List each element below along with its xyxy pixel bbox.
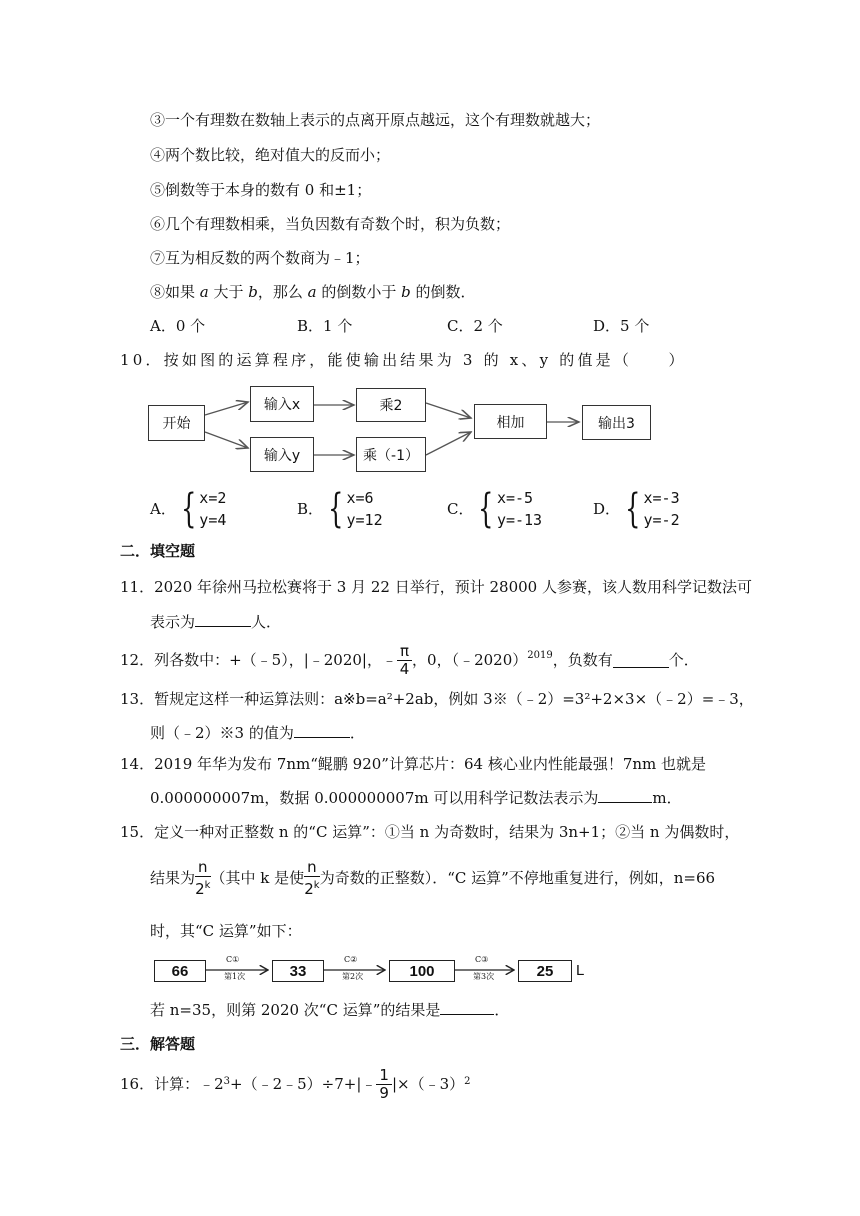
section-solve-heading: 三．解答题 bbox=[120, 1035, 196, 1053]
q14-answer-blank[interactable] bbox=[598, 788, 652, 803]
section-fill-in-heading: 二．填空题 bbox=[120, 542, 196, 560]
arrow-1-label-bottom: 第1次 bbox=[224, 972, 246, 981]
q11-line-1: 11．2020 年徐州马拉松赛将于 3 月 22 日举行，预计 28000 人参赛，该人数用科学记数法可 bbox=[120, 578, 752, 596]
chain-box-100: 100 bbox=[389, 960, 455, 982]
q15-fraction-n-over-2k: $\frac{n}{2^k}$ bbox=[195, 857, 211, 898]
flow-input-x: 输入x bbox=[250, 386, 314, 422]
q15-line-4: 若 n=35，则第 2020 次“C 运算”的结果是 ． bbox=[150, 1001, 510, 1019]
q9-option-d[interactable]: D．5 个 bbox=[593, 317, 650, 335]
q14-line-2: 0.000000007m，数据 0.000000007m 可以用科学记数法表示为 m． bbox=[150, 789, 682, 807]
flow-multiply-neg1: 乘（-1） bbox=[356, 437, 426, 472]
q15-line-3: 时，其“C 运算”如下： bbox=[150, 922, 302, 940]
q11-answer-blank[interactable] bbox=[195, 612, 251, 627]
statement-5: ⑤倒数等于本身的数有 0 和±1； bbox=[150, 181, 372, 199]
chain-continuation: L bbox=[576, 962, 585, 979]
flow-output: 输出3 bbox=[582, 405, 651, 440]
q16-line: 16．计算：﹣2 3 +（﹣2﹣5）÷7+|﹣ $\frac{1}{9}$ |×（﹣3） 2 bbox=[120, 1065, 471, 1102]
q15-line-1: 15．定义一种对正整数 n 的“C 运算”：①当 n 为奇数时，结果为 3n+1；②当 n 为偶数时， bbox=[120, 823, 740, 841]
q12-answer-blank[interactable] bbox=[613, 653, 669, 668]
flow-input-y: 输入y bbox=[250, 437, 314, 472]
arrow-3-label-top: C③ bbox=[475, 955, 489, 964]
arrow-2-label-bottom: 第2次 bbox=[342, 972, 364, 981]
q10-option-b[interactable]: B． { x=6 y=12 bbox=[297, 486, 383, 532]
statement-7: ⑦互为相反数的两个数商为﹣1； bbox=[150, 249, 370, 267]
chain-box-33: 33 bbox=[272, 960, 324, 982]
flow-add: 相加 bbox=[474, 404, 547, 439]
q14-line-1: 14．2019 年华为发布 7nm“鲲鹏 920”计算芯片：64 核心业内性能最强！7nm 也就是 bbox=[120, 755, 707, 773]
chain-box-25: 25 bbox=[518, 960, 572, 982]
statement-4: ④两个数比较，绝对值大的反而小； bbox=[150, 146, 391, 164]
q10-option-c[interactable]: C． { x=-5 y=-13 bbox=[447, 486, 543, 532]
arrow-2-label-top: C② bbox=[344, 955, 358, 964]
statement-8: ⑧如果 a 大于 b，那么 a 的倒数小于 b 的倒数． bbox=[150, 283, 476, 301]
statement-6: ⑥几个有理数相乘，当负因数有奇数个时，积为负数； bbox=[150, 215, 511, 233]
q13-answer-blank[interactable] bbox=[294, 723, 350, 738]
arrow-3-label-bottom: 第3次 bbox=[473, 972, 495, 981]
q9-option-b[interactable]: B．1 个 bbox=[297, 317, 353, 335]
q11-line-2: 表示为 人． bbox=[150, 613, 282, 631]
arrow-1-label-top: C① bbox=[226, 955, 240, 964]
flow-multiply-2: 乘2 bbox=[356, 388, 426, 422]
q9-option-c[interactable]: C．2 个 bbox=[447, 317, 503, 335]
q15-fraction-n-over-2k-inline: $\frac{n}{2^k}$ bbox=[304, 857, 320, 898]
q10-stem: 10．按如图的运算程序，能使输出结果为 3 的 x、y 的值是（ ） bbox=[120, 351, 687, 369]
q15-answer-blank[interactable] bbox=[440, 1000, 494, 1015]
q10-option-d[interactable]: D． { x=-3 y=-2 bbox=[593, 486, 680, 532]
chain-box-66: 66 bbox=[154, 960, 206, 982]
flow-start: 开始 bbox=[148, 405, 205, 441]
q13-line-1: 13．暂规定这样一种运算法则：a※b=a²+2ab，例如 3※（﹣2）=3²+2×3×（﹣2）=﹣3， bbox=[120, 690, 754, 708]
statement-3: ③一个有理数在数轴上表示的点离开原点越远，这个有理数就越大； bbox=[150, 111, 601, 129]
q12-pi-fraction: $\frac{\pi}{4}$ bbox=[397, 643, 412, 678]
q13-line-2: 则（﹣2）※3 的值为 ． bbox=[150, 724, 365, 742]
q15-line-2: 结果为 $\frac{n}{2^k}$ （其中 k 是使 $\frac{n}{2^k}$ 为奇数的正整数）．“C 运算”不停地重复进行，例如，n=66 bbox=[150, 857, 716, 898]
q12-line: 12．列各数中：+（﹣5），|﹣2020|， ﹣ $\frac{\pi}{4}$ ，0，（﹣2020） 2019 ，负数有 个． bbox=[120, 641, 699, 678]
q10-option-a[interactable]: A． { x=2 y=4 bbox=[150, 486, 227, 532]
q16-fraction-one-ninth: $\frac{1}{9}$ bbox=[376, 1067, 392, 1102]
q9-option-a[interactable]: A．0 个 bbox=[150, 317, 206, 335]
